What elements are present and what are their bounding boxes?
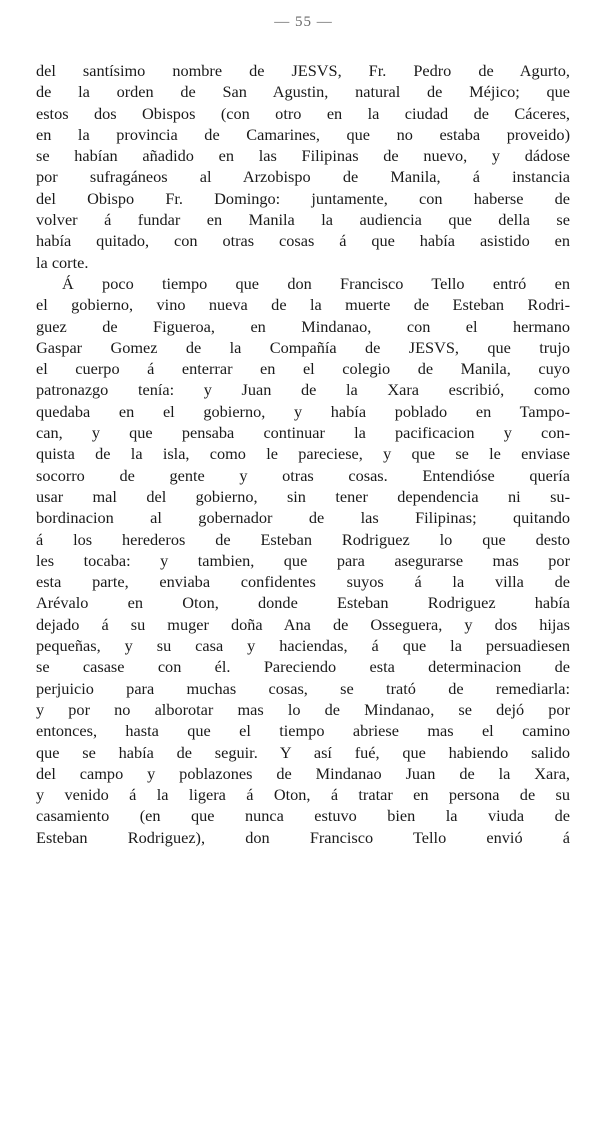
text-line: el gobierno, vino nueva de la muerte de Esteban Rodri- <box>36 295 570 315</box>
text-line: Gaspar Gomez de la Compañía de JESVS, que trujo <box>36 337 570 357</box>
text-line: por sufragáneos al Arzobispo de Manila, á instancia <box>36 167 570 187</box>
text-line: dejado á su muger doña Ana de Osseguera, y dos hijas <box>36 614 570 634</box>
text-line: socorro de gente y otras cosas. Entendióse quería <box>36 465 570 485</box>
text-line: estos dos Obispos (con otro en la ciudad de Cáceres, <box>36 103 570 123</box>
page-number: — 55 — <box>274 14 333 30</box>
text-line: quedaba en el gobierno, y había poblado en Tampo- <box>36 401 570 421</box>
text-line: guez de Figueroa, en Mindanao, con el hermano <box>36 316 570 336</box>
text-line: á los herederos de Esteban Rodriguez lo que desto <box>36 529 570 549</box>
text-line: pequeñas, y su casa y haciendas, á que la persuadiesen <box>36 636 570 656</box>
text-line: volver á fundar en Manila la audiencia que della se <box>36 210 570 230</box>
text-line: de la orden de San Agustin, natural de Méjico; que <box>36 82 570 102</box>
text-line: el cuerpo á enterrar en el colegio de Manila, cuyo <box>36 359 570 379</box>
text-line: entonces, hasta que el tiempo abriese mas el camino <box>36 721 570 741</box>
text-line: Arévalo en Oton, donde Esteban Rodriguez había <box>36 593 570 613</box>
text-line: del campo y poblazones de Mindanao Juan de la Xara, <box>36 763 570 783</box>
text-line: y venido á la ligera á Oton, á tratar en persona de su <box>36 785 570 805</box>
text-line: y por no alborotar mas lo de Mindanao, se dejó por <box>36 699 570 719</box>
text-line: perjuicio para muchas cosas, se trató de remediarla: <box>36 678 570 698</box>
text-line: se casase con él. Pareciendo esta determinacion de <box>36 657 570 677</box>
text-line: Á poco tiempo que don Francisco Tello entró en <box>62 273 570 293</box>
text-line: bordinacion al gobernador de las Filipinas; quitando <box>36 508 570 528</box>
text-line: que se había de seguir. Y así fué, que habiendo salido <box>36 742 570 762</box>
text-line: del santísimo nombre de JESVS, Fr. Pedro de Agurto, <box>36 61 570 80</box>
text-line: había quitado, con otras cosas á que había asistido en <box>36 231 570 251</box>
text-line: se habían añadido en las Filipinas de nuevo, y dádose <box>36 146 570 166</box>
text-line: en la provincia de Camarines, que no estaba proveido) <box>36 124 570 144</box>
text-line: Esteban Rodriguez), don Francisco Tello envió á <box>36 827 570 847</box>
body-text <box>36 60 570 848</box>
text-line: esta parte, enviaba confidentes suyos á la villa de <box>36 572 570 592</box>
text-line: les tocaba: y tambien, que para asegurarse mas por <box>36 550 570 570</box>
text-line: patronazgo tenía: y Juan de la Xara escribió, como <box>36 380 570 400</box>
text-line: can, y que pensaba continuar la pacificacion y con- <box>36 423 570 443</box>
text-line: casamiento (en que nunca estuvo bien la viuda de <box>36 806 570 826</box>
text-line: quista de la isla, como le pareciese, y que se le enviase <box>36 444 570 464</box>
text-line: la corte. <box>36 252 89 272</box>
text-line: usar mal del gobierno, sin tener dependencia ni su- <box>36 486 570 506</box>
text-line: del Obispo Fr. Domingo: juntamente, con haberse de <box>36 188 570 208</box>
